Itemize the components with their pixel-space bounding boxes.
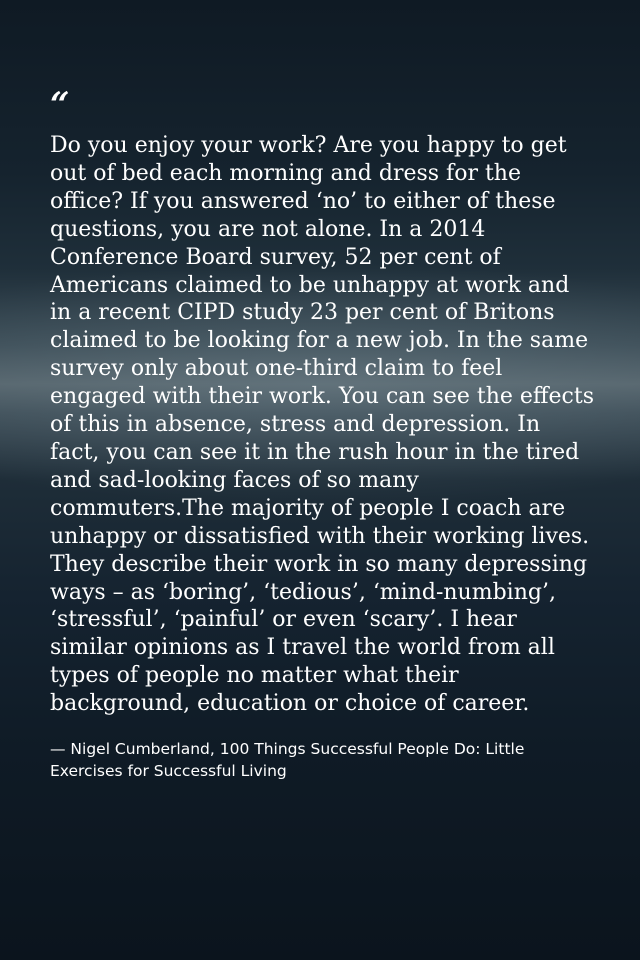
quote-card <box>50 85 595 782</box>
quote-mark-icon: “ <box>50 85 68 125</box>
quote-text: Do you enjoy your work? Are you happy to get out of bed each morning and dress for the office? If you answered ‘no’ to either of these questions, you are not alone. In a 2014 Conference Board survey, 52 per cent of Americans claimed to be unhappy at work and in a recent CIPD study 23 per cent of Britons claimed to be looking for a new job. In the same survey only about one-third claim to feel engaged with their work. You can see the effects of this in absence, stress and depression. In fact, you can see it in the rush hour in the tired and sad-looking faces of so many commuters.The majority of people I coach are unhappy or dissatisfied with their working lives. They describe their work in so many depressing ways – as ‘boring’, ‘tedious’, ‘mind-numbing’, ‘stressful’, ‘painful’ or even ‘scary’. I hear similar opinions as I travel the world from all types of people no matter what their background, education or choice of career. <box>50 133 595 717</box>
quote-attribution: — Nigel Cumberland, 100 Things Successful People Do: Little Exercises for Successful Living <box>50 740 525 781</box>
